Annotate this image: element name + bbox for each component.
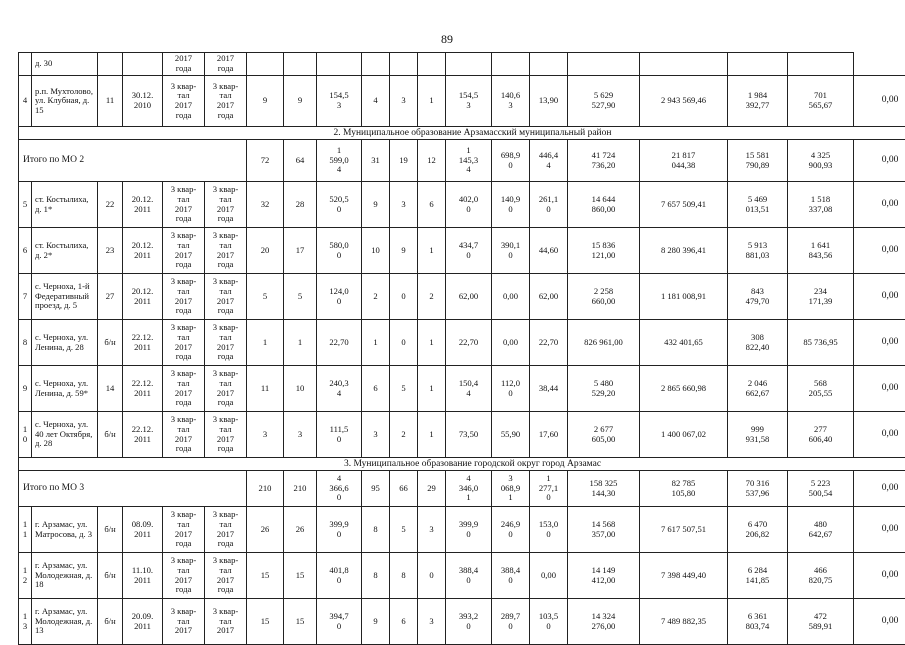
table-cell: 0,00 — [492, 274, 530, 320]
table-cell: 5 — [390, 366, 418, 412]
table-cell: 19 — [390, 140, 418, 182]
table-cell: 22.12. 2011 — [123, 320, 163, 366]
table-cell: 8 — [19, 320, 32, 366]
table-row — [19, 553, 905, 599]
table-cell: 466 820,75 — [788, 553, 854, 599]
total-label: Итого по МО 3 — [19, 471, 247, 507]
table-cell: 0,00 — [854, 228, 905, 274]
table-cell: 1 277,1 0 — [530, 471, 568, 507]
table-cell: 41 724 736,20 — [568, 140, 640, 182]
address-cell: с. Черноха, ул. Ленина, д. 59* — [32, 366, 98, 412]
table-cell: 3 квар- тал 2017 года — [163, 507, 205, 553]
table-cell: 4 346,0 1 — [446, 471, 492, 507]
table-cell: 240,3 4 — [317, 366, 362, 412]
table-cell: 22.12. 2011 — [123, 412, 163, 458]
table-cell: 5 469 013,51 — [728, 182, 788, 228]
total-row — [19, 140, 905, 182]
table-row — [19, 182, 905, 228]
table-cell: 568 205,55 — [788, 366, 854, 412]
table-cell: 14 149 412,00 — [568, 553, 640, 599]
table-cell — [362, 53, 390, 76]
table-cell: 399,9 0 — [446, 507, 492, 553]
table-cell: 308 822,40 — [728, 320, 788, 366]
table-cell: 20.12. 2011 — [123, 274, 163, 320]
table-cell: 3 — [418, 507, 446, 553]
table-cell: 10 — [362, 228, 390, 274]
table-cell: 62,00 — [530, 274, 568, 320]
table-cell: 13,90 — [530, 76, 568, 127]
table-cell: 0,00 — [854, 182, 905, 228]
table-cell: 15 836 121,00 — [568, 228, 640, 274]
table-cell: 5 — [390, 507, 418, 553]
table-cell: 210 — [284, 471, 317, 507]
table-cell: 1 599,0 4 — [317, 140, 362, 182]
table-cell: 5 480 529,20 — [568, 366, 640, 412]
table-cell: 26 — [284, 507, 317, 553]
page-number: 89 — [441, 32, 453, 47]
table-cell: 520,5 0 — [317, 182, 362, 228]
table-cell: 55,90 — [492, 412, 530, 458]
table-cell: 3 — [247, 412, 284, 458]
table-cell — [123, 53, 163, 76]
table-cell: 1 — [418, 320, 446, 366]
table-cell: 6 361 803,74 — [728, 599, 788, 645]
table-cell: 472 589,91 — [788, 599, 854, 645]
table-cell: 0,00 — [854, 320, 905, 366]
table-cell: 1 984 392,77 — [728, 76, 788, 127]
table-cell: 12 — [418, 140, 446, 182]
table-cell: 85 736,95 — [788, 320, 854, 366]
total-label: Итого по МО 2 — [19, 140, 247, 182]
table-cell: 0,00 — [530, 553, 568, 599]
table-cell — [728, 53, 788, 76]
table-cell: 154,5 3 — [317, 76, 362, 127]
table-cell: 5 629 527,90 — [568, 76, 640, 127]
table-cell: 154,5 3 — [446, 76, 492, 127]
table-cell: 7 489 882,35 — [640, 599, 728, 645]
table-cell: 64 — [284, 140, 317, 182]
table-cell: 1 641 843,56 — [788, 228, 854, 274]
table-cell: 210 — [247, 471, 284, 507]
address-cell: ст. Костылиха, д. 2* — [32, 228, 98, 274]
table-cell: 3 — [284, 412, 317, 458]
table-cell: 2 258 660,00 — [568, 274, 640, 320]
table-cell: 4 — [19, 76, 32, 127]
table-cell: 22,70 — [317, 320, 362, 366]
table-cell: 66 — [390, 471, 418, 507]
table-cell: 1 0 — [19, 412, 32, 458]
table-cell: 29 — [418, 471, 446, 507]
table-cell: 434,7 0 — [446, 228, 492, 274]
table-cell: 0,00 — [492, 320, 530, 366]
table-cell: 843 479,70 — [728, 274, 788, 320]
table-cell: 0,00 — [854, 471, 905, 507]
table-cell: 1 — [362, 320, 390, 366]
table-cell — [247, 53, 284, 76]
table-cell: 3 квар- тал 2017 года — [163, 182, 205, 228]
table-cell: 261,1 0 — [530, 182, 568, 228]
table-cell: 20 — [247, 228, 284, 274]
table-cell: 1 400 067,02 — [640, 412, 728, 458]
table-cell: 3 квар- тал 2017 года — [205, 507, 247, 553]
table-cell — [19, 53, 32, 76]
table-cell: 3 квар- тал 2017 года — [163, 553, 205, 599]
table-cell: 8 — [390, 553, 418, 599]
table-cell: 140,6 3 — [492, 76, 530, 127]
table-cell: 1 518 337,08 — [788, 182, 854, 228]
table-cell: 2 — [418, 274, 446, 320]
table-row — [19, 412, 905, 458]
table-cell: 3 квар- тал 2017 года — [205, 366, 247, 412]
table-cell: 3 квар- тал 2017 года — [205, 412, 247, 458]
table-cell: 480 642,67 — [788, 507, 854, 553]
table-cell: 3 квар- тал 2017 года — [205, 228, 247, 274]
table-row — [19, 366, 905, 412]
table-cell: 3 квар- тал 2017 года — [205, 182, 247, 228]
table-cell: 0 — [390, 320, 418, 366]
table-cell: 3 квар- тал 2017 года — [205, 320, 247, 366]
table-cell: 38,44 — [530, 366, 568, 412]
table-cell: 62,00 — [446, 274, 492, 320]
table-cell: 73,50 — [446, 412, 492, 458]
section-header-row — [19, 127, 905, 140]
table-cell: 5 — [19, 182, 32, 228]
table-cell: 15 — [284, 553, 317, 599]
table-cell: 6 — [418, 182, 446, 228]
table-cell — [284, 53, 317, 76]
table-cell: 393,2 0 — [446, 599, 492, 645]
table-cell: 124,0 0 — [317, 274, 362, 320]
table-cell — [446, 53, 492, 76]
table-cell: 390,1 0 — [492, 228, 530, 274]
table-cell: 17,60 — [530, 412, 568, 458]
table-cell: 15 — [247, 553, 284, 599]
total-row — [19, 471, 905, 507]
table-cell: 22,70 — [446, 320, 492, 366]
table-cell: 8 280 396,41 — [640, 228, 728, 274]
table-cell: 1 1 — [19, 507, 32, 553]
table-cell: 2 865 660,98 — [640, 366, 728, 412]
address-cell: ст. Костылиха, д. 1* — [32, 182, 98, 228]
table-row — [19, 76, 905, 127]
table-cell: 20.12. 2011 — [123, 182, 163, 228]
table-cell: 6 — [390, 599, 418, 645]
table-cell: 0,00 — [854, 412, 905, 458]
table-cell: 277 606,40 — [788, 412, 854, 458]
table-cell: 0,00 — [854, 553, 905, 599]
table-cell: 1 — [247, 320, 284, 366]
address-cell: д. 30 — [32, 53, 98, 76]
table-cell: 701 565,67 — [788, 76, 854, 127]
table-cell: 11.10. 2011 — [123, 553, 163, 599]
table-cell: 7 398 449,40 — [640, 553, 728, 599]
table-cell — [788, 53, 854, 76]
table-cell: 20.12. 2011 — [123, 228, 163, 274]
table-cell: 3 квар- тал 2017 года — [163, 274, 205, 320]
table-cell: 4 366,6 0 — [317, 471, 362, 507]
table-cell: 0,00 — [854, 366, 905, 412]
table-cell: 31 — [362, 140, 390, 182]
table-cell: 8 — [362, 553, 390, 599]
data-table — [18, 52, 905, 645]
table-row — [19, 507, 905, 553]
table-cell: 7 — [19, 274, 32, 320]
table-cell: 9 — [19, 366, 32, 412]
address-cell: р.п. Мухтолово, ул. Клубная, д. 15 — [32, 76, 98, 127]
table-cell: 399,9 0 — [317, 507, 362, 553]
table-cell: 7 657 509,41 — [640, 182, 728, 228]
table-cell: 9 — [362, 182, 390, 228]
table-cell: 5 — [284, 274, 317, 320]
table-cell: 27 — [98, 274, 123, 320]
table-cell: б/н — [98, 553, 123, 599]
table-cell: 158 325 144,30 — [568, 471, 640, 507]
table-cell: 580,0 0 — [317, 228, 362, 274]
table-cell: 0,00 — [854, 274, 905, 320]
table-cell: 44,60 — [530, 228, 568, 274]
table-cell: 11 — [247, 366, 284, 412]
table-cell: 289,7 0 — [492, 599, 530, 645]
table-cell: 4 325 900,93 — [788, 140, 854, 182]
table-cell: 15 — [247, 599, 284, 645]
address-cell: г. Арзамас, ул. Молодежная, д. 18 — [32, 553, 98, 599]
table-cell: 11 — [98, 76, 123, 127]
table-cell: 6 — [362, 366, 390, 412]
table-cell: 20.09. 2011 — [123, 599, 163, 645]
table-cell: 23 — [98, 228, 123, 274]
address-cell: с. Черноха, ул. 40 лет Октября, д. 28 — [32, 412, 98, 458]
table-cell: 140,9 0 — [492, 182, 530, 228]
table-cell: 3 квар- тал 2017 года — [205, 553, 247, 599]
table-cell: 1 2 — [19, 553, 32, 599]
table-cell: 0,00 — [854, 76, 905, 127]
table-cell: 999 931,58 — [728, 412, 788, 458]
table-cell: 401,8 0 — [317, 553, 362, 599]
table-cell: 72 — [247, 140, 284, 182]
table-cell: 22.12. 2011 — [123, 366, 163, 412]
table-cell: 28 — [284, 182, 317, 228]
table-cell: 1 — [418, 228, 446, 274]
table-cell: 2 046 662,67 — [728, 366, 788, 412]
table-cell: 0 — [390, 274, 418, 320]
table-cell: 5 223 500,54 — [788, 471, 854, 507]
table-cell: 3 квар- тал 2017 — [205, 599, 247, 645]
table-cell: 6 284 141,85 — [728, 553, 788, 599]
table-cell — [317, 53, 362, 76]
table-cell: 698,9 0 — [492, 140, 530, 182]
table-cell: 3 — [362, 412, 390, 458]
table-cell: 388,4 0 — [492, 553, 530, 599]
table-cell: 111,5 0 — [317, 412, 362, 458]
table-cell: 246,9 0 — [492, 507, 530, 553]
table-cell: 0 — [418, 553, 446, 599]
table-cell: 2 943 569,46 — [640, 76, 728, 127]
table-cell: 150,4 4 — [446, 366, 492, 412]
table-cell: 14 644 860,00 — [568, 182, 640, 228]
table-cell: 0,00 — [854, 507, 905, 553]
table-cell: 82 785 105,80 — [640, 471, 728, 507]
table-cell: 9 — [284, 76, 317, 127]
table-cell: 26 — [247, 507, 284, 553]
address-cell: г. Арзамас, ул. Молодежная, д. 13 — [32, 599, 98, 645]
table-cell: 1 145,3 4 — [446, 140, 492, 182]
table-cell: 2 — [390, 412, 418, 458]
table-cell: 3 квар- тал 2017 года — [163, 366, 205, 412]
table-cell: 32 — [247, 182, 284, 228]
table-cell: 14 568 357,00 — [568, 507, 640, 553]
table-cell: 95 — [362, 471, 390, 507]
table-cell: 388,4 0 — [446, 553, 492, 599]
table-cell: 1 — [418, 76, 446, 127]
table-row — [19, 228, 905, 274]
table-cell: 234 171,39 — [788, 274, 854, 320]
table-cell — [640, 53, 728, 76]
table-cell: 0,00 — [854, 599, 905, 645]
table-cell: 112,0 0 — [492, 366, 530, 412]
table-row — [19, 599, 905, 645]
table-cell: 14 324 276,00 — [568, 599, 640, 645]
table-cell — [530, 53, 568, 76]
table-cell: 30.12. 2010 — [123, 76, 163, 127]
table-row — [19, 320, 905, 366]
table-cell: 3 квар- тал 2017 года — [205, 274, 247, 320]
table-cell: 1 181 008,91 — [640, 274, 728, 320]
table-cell: 3 — [418, 599, 446, 645]
table-cell: 3 068,9 1 — [492, 471, 530, 507]
table-cell: 3 — [390, 76, 418, 127]
address-cell: г. Арзамас, ул. Матросова, д. 3 — [32, 507, 98, 553]
table-row — [19, 274, 905, 320]
table-cell: 14 — [98, 366, 123, 412]
table-cell: 08.09. 2011 — [123, 507, 163, 553]
table-cell: б/н — [98, 320, 123, 366]
table-cell: 15 581 790,89 — [728, 140, 788, 182]
table-cell: 1 — [418, 412, 446, 458]
table-cell: 5 — [247, 274, 284, 320]
table-cell: 21 817 044,38 — [640, 140, 728, 182]
section-title: 3. Муниципальное образование городской округ город Арзамас — [19, 458, 905, 471]
table-cell: 153,0 0 — [530, 507, 568, 553]
table-cell — [492, 53, 530, 76]
table-cell: б/н — [98, 412, 123, 458]
table-cell — [390, 53, 418, 76]
table-cell: 3 квар- тал 2017 года — [163, 76, 205, 127]
table-cell: 3 квар- тал 2017 — [163, 599, 205, 645]
table-cell: 15 — [284, 599, 317, 645]
table-cell: 5 913 881,03 — [728, 228, 788, 274]
table-cell: 3 квар- тал 2017 года — [163, 320, 205, 366]
table-cell: 22 — [98, 182, 123, 228]
table-cell: 0,00 — [854, 140, 905, 182]
table-cell: 9 — [247, 76, 284, 127]
table-cell: 17 — [284, 228, 317, 274]
table-cell: 9 — [390, 228, 418, 274]
table-cell: 4 — [362, 76, 390, 127]
table-cell: 6 470 206,82 — [728, 507, 788, 553]
table-cell: 10 — [284, 366, 317, 412]
address-cell: с. Черноха, ул. Ленина, д. 28 — [32, 320, 98, 366]
table-cell: 70 316 537,96 — [728, 471, 788, 507]
table-cell: 2017 года — [163, 53, 205, 76]
table-cell: 2 677 605,00 — [568, 412, 640, 458]
table-cell: 394,7 0 — [317, 599, 362, 645]
table-cell — [568, 53, 640, 76]
table-cell: 103,5 0 — [530, 599, 568, 645]
section-header-row — [19, 458, 905, 471]
table-cell: 402,0 0 — [446, 182, 492, 228]
table-cell: 826 961,00 — [568, 320, 640, 366]
table-row — [19, 53, 905, 76]
table-cell: 8 — [362, 507, 390, 553]
address-cell: с. Черноха, 1-й Федеративный проезд, д. 5 — [32, 274, 98, 320]
table-cell: 3 квар- тал 2017 года — [205, 76, 247, 127]
table-cell: 3 — [390, 182, 418, 228]
table-cell: 9 — [362, 599, 390, 645]
table-cell: 1 — [418, 366, 446, 412]
table-cell — [418, 53, 446, 76]
table-cell: 432 401,65 — [640, 320, 728, 366]
table-cell: 6 — [19, 228, 32, 274]
table-cell: 1 3 — [19, 599, 32, 645]
table-cell: 7 617 507,51 — [640, 507, 728, 553]
table-cell: б/н — [98, 599, 123, 645]
table-cell: 446,4 4 — [530, 140, 568, 182]
section-title: 2. Муниципальное образование Арзамасский муниципальный район — [19, 127, 905, 140]
table-cell: 2017 года — [205, 53, 247, 76]
table-cell: 1 — [284, 320, 317, 366]
table-cell: 3 квар- тал 2017 года — [163, 228, 205, 274]
table-cell: 3 квар- тал 2017 года — [163, 412, 205, 458]
table-cell: 22,70 — [530, 320, 568, 366]
table-cell: б/н — [98, 507, 123, 553]
table-cell: 2 — [362, 274, 390, 320]
table-cell — [98, 53, 123, 76]
